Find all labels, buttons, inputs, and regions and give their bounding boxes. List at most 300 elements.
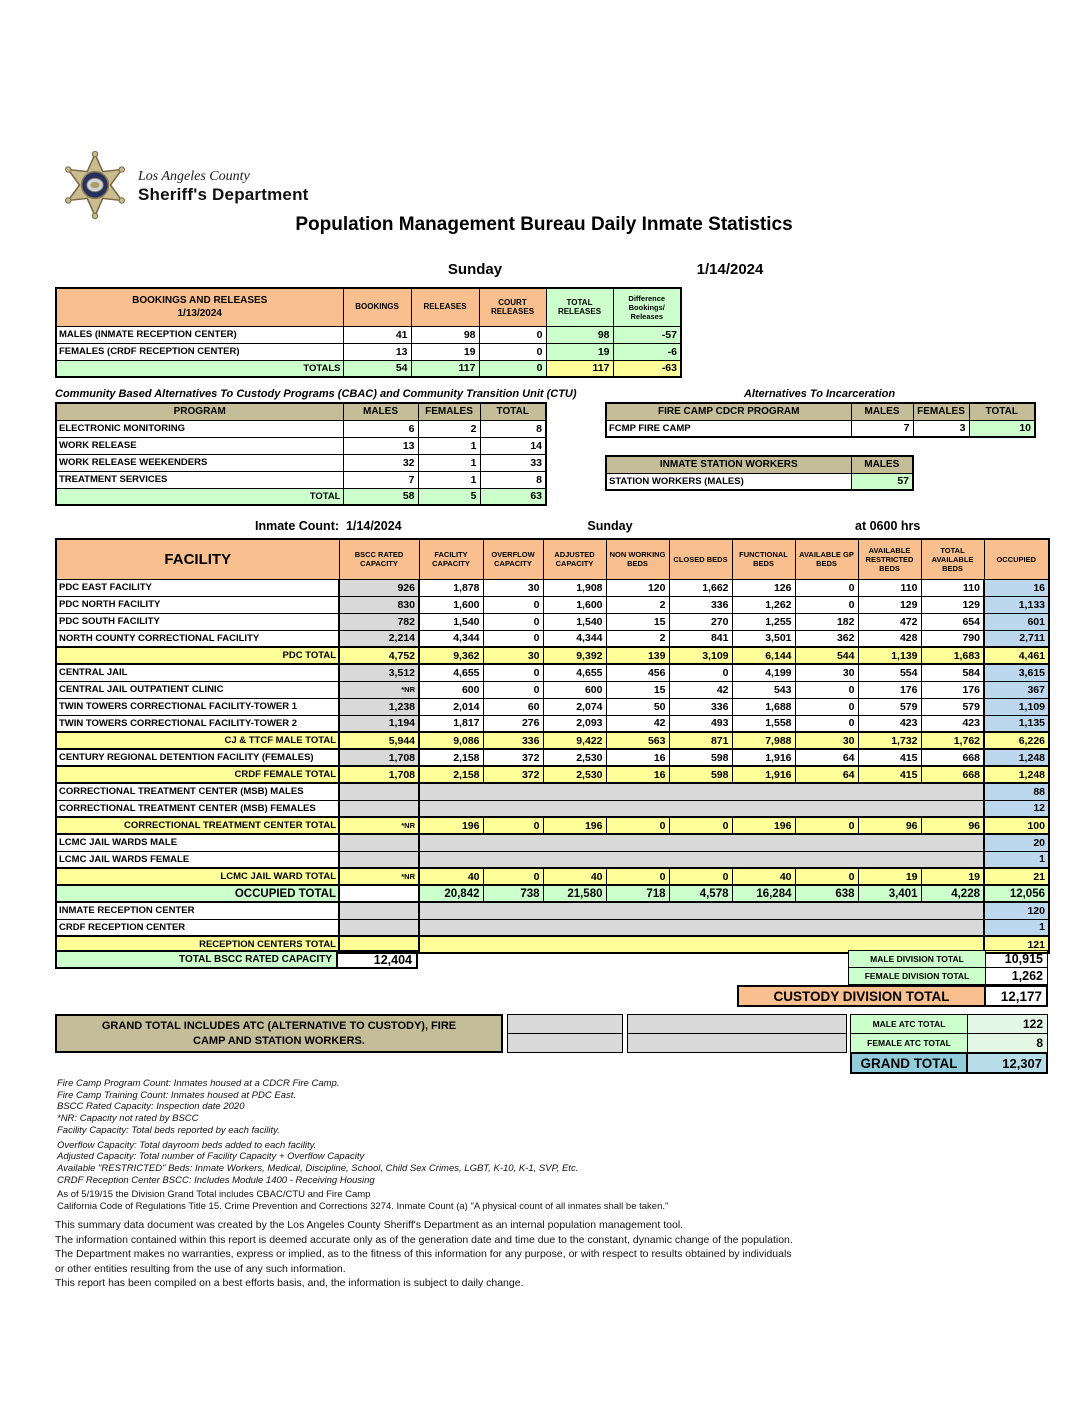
column-header: OCCUPIED: [984, 539, 1049, 579]
value-cell: 0: [479, 343, 546, 360]
column-header: FACILITY CAPACITY: [419, 539, 483, 579]
value-cell: 30: [795, 664, 858, 681]
totals-value-cell: -63: [613, 360, 681, 377]
facility-label: TWIN TOWERS CORRECTIONAL FACILITY-TOWER 1: [56, 698, 339, 715]
value-cell: 0: [795, 715, 858, 732]
value-cell: 1,558: [732, 715, 795, 732]
column-header: AVAILABLE RESTRICTED BEDS: [858, 539, 921, 579]
value-cell: 543: [732, 681, 795, 698]
facility-row: [56, 630, 1049, 647]
value-cell: 15: [606, 681, 669, 698]
footnote-plain-block: [57, 1189, 1007, 1212]
occupied-cell: 1: [984, 919, 1049, 936]
column-header: MALES: [851, 456, 913, 473]
value-cell: 3,615: [984, 664, 1049, 681]
bookings-totals-row: [56, 360, 681, 377]
value-cell: 1,139: [858, 647, 921, 664]
value-cell: 40: [732, 868, 795, 885]
value-cell: 3: [913, 420, 969, 437]
value-cell: 1,916: [732, 749, 795, 766]
totals-label: TOTALS: [56, 360, 343, 377]
column-header: FEMALES: [418, 403, 480, 420]
value-cell: 579: [921, 698, 984, 715]
value-cell: *NR: [339, 868, 419, 885]
inmate-count-date: 1/14/2024: [345, 519, 402, 533]
disclaimer: [55, 1218, 1045, 1291]
value-cell: 8: [480, 471, 546, 488]
facility-row: [56, 647, 1049, 664]
row-label: TREATMENT SERVICES: [56, 471, 343, 488]
fire-camp-table: [605, 402, 1036, 438]
value-cell: 13: [343, 343, 411, 360]
value-cell: 1,708: [339, 766, 419, 783]
totals-value-cell: 54: [343, 360, 411, 377]
value-cell: 1,109: [984, 698, 1049, 715]
sheriff-star-badge-icon: [62, 149, 128, 221]
table-row: [606, 403, 1035, 420]
occupied-cell: 120: [984, 902, 1049, 919]
facility-label: PDC SOUTH FACILITY: [56, 613, 339, 630]
column-header: OVERFLOW CAPACITY: [483, 539, 543, 579]
cbac-total-row: [56, 488, 546, 505]
value-cell: 871: [669, 732, 732, 749]
column-header: Difference Bookings/ Releases: [613, 288, 681, 326]
value-cell: 584: [921, 664, 984, 681]
facility-label: NORTH COUNTY CORRECTIONAL FACILITY: [56, 630, 339, 647]
value-cell: 0: [669, 817, 732, 834]
value-cell: 100: [984, 817, 1049, 834]
footnote-line: As of 5/19/15 the Division Grand Total includes CBAC/CTU and Fire Camp: [57, 1189, 371, 1201]
spacer-cell: [507, 1014, 623, 1034]
value-cell: 1,817: [419, 715, 483, 732]
merged-cell: [419, 800, 984, 817]
value-cell: 2: [606, 630, 669, 647]
value-cell: 1,908: [543, 579, 606, 596]
custody-division-total-label: CUSTODY DIVISION TOTAL: [737, 985, 986, 1007]
value-cell: 9,086: [419, 732, 483, 749]
inmate-count-line: [255, 519, 402, 533]
value-cell: 372: [483, 749, 543, 766]
value-cell: 3,512: [339, 664, 419, 681]
value-cell: 30: [483, 579, 543, 596]
footnote-line: Facility Capacity: Total beds reported by each facility.: [57, 1124, 280, 1136]
custody-division-total-value: 12,177: [984, 985, 1048, 1007]
value-cell: 0: [483, 596, 543, 613]
total-label: OCCUPIED TOTAL: [56, 885, 339, 902]
value-cell: 270: [669, 613, 732, 630]
female-division-total-value: 1,262: [985, 967, 1048, 985]
occupied-cell: 12: [984, 800, 1049, 817]
grand-total-value: 12,307: [966, 1052, 1048, 1074]
value-cell: 1,540: [543, 613, 606, 630]
value-cell: 456: [606, 664, 669, 681]
bookings-releases-table: [55, 287, 682, 378]
value-cell: 33: [480, 454, 546, 471]
footnotes: [57, 1078, 1007, 1213]
bookings-title: BOOKINGS AND RELEASES: [132, 294, 268, 306]
row-label: FEMALES (CRDF RECEPTION CENTER): [56, 343, 343, 360]
bscc-cell: [339, 902, 419, 919]
value-cell: 42: [669, 681, 732, 698]
value-cell: 19: [921, 868, 984, 885]
value-cell: *NR: [339, 681, 419, 698]
station-workers-table: [605, 455, 914, 491]
facility-label: CENTRAL JAIL: [56, 664, 339, 681]
bscc-cell: [339, 783, 419, 800]
value-cell: 1,600: [543, 596, 606, 613]
value-cell: 579: [858, 698, 921, 715]
facility-row: [56, 817, 1049, 834]
total-label: RECEPTION CENTERS TOTAL: [56, 936, 339, 953]
spacer-cell: [627, 1014, 847, 1034]
female-atc-total-label: FEMALE ATC TOTAL: [850, 1033, 968, 1053]
value-cell: 601: [984, 613, 1049, 630]
value-cell: 2,074: [543, 698, 606, 715]
value-cell: 2,093: [543, 715, 606, 732]
value-cell: 0: [483, 868, 543, 885]
facility-label: PDC EAST FACILITY: [56, 579, 339, 596]
facility-row: [56, 579, 1049, 596]
value-cell: 367: [984, 681, 1049, 698]
table-row: [56, 343, 681, 360]
facility-label: CENTURY REGIONAL DETENTION FACILITY (FEMALES): [56, 749, 339, 766]
column-header: MALES: [851, 403, 913, 420]
facility-label: LCMC JAIL WARDS MALE: [56, 834, 339, 851]
column-header: NON WORKING BEDS: [606, 539, 669, 579]
facility-row: [56, 766, 1049, 783]
value-cell: 0: [795, 698, 858, 715]
row-label: FCMP FIRE CAMP: [606, 420, 851, 437]
value-cell: 544: [795, 647, 858, 664]
column-header: FEMALES: [913, 403, 969, 420]
value-cell: 1: [418, 437, 480, 454]
facility-label: PDC NORTH FACILITY: [56, 596, 339, 613]
merged-cell: [419, 851, 984, 868]
footnote-line: Fire Camp Program Count: Inmates housed at a CDCR Fire Camp.: [57, 1078, 340, 1089]
value-cell: 790: [921, 630, 984, 647]
value-cell: 1,248: [984, 766, 1049, 783]
facility-row: [56, 732, 1049, 749]
disclaimer-line: The information contained within this report is deemed accurate only as of the generation date and time due to the constant, dynamic change of the population.: [55, 1233, 793, 1246]
table-row: [606, 420, 1035, 437]
total-label: CRDF FEMALE TOTAL: [56, 766, 339, 783]
column-header: MALES: [343, 403, 418, 420]
value-cell: 472: [858, 613, 921, 630]
value-cell: 0: [669, 664, 732, 681]
value-cell: 0: [606, 868, 669, 885]
value-cell: 926: [339, 579, 419, 596]
value-cell: 598: [669, 749, 732, 766]
value-cell: 21: [984, 868, 1049, 885]
value-cell: 4,344: [543, 630, 606, 647]
value-cell: [339, 885, 419, 902]
value-cell: 563: [606, 732, 669, 749]
table-row: [606, 473, 913, 490]
value-cell: 668: [921, 749, 984, 766]
value-cell: 415: [858, 749, 921, 766]
value-cell: 600: [543, 681, 606, 698]
column-header: CLOSED BEDS: [669, 539, 732, 579]
table-row: [56, 326, 681, 343]
grand-total-label: GRAND TOTAL: [850, 1052, 968, 1074]
value-cell: 32: [343, 454, 418, 471]
table-row: [56, 454, 546, 471]
value-cell: 0: [483, 681, 543, 698]
value-cell: 110: [858, 579, 921, 596]
value-cell: 1: [418, 454, 480, 471]
cbac-table: [55, 402, 547, 506]
value-cell: 50: [606, 698, 669, 715]
total-bscc-value: 12,404: [336, 950, 418, 969]
row-label: WORK RELEASE: [56, 437, 343, 454]
value-cell: 336: [669, 698, 732, 715]
bookings-title-cell: [56, 288, 343, 326]
value-cell: 3,501: [732, 630, 795, 647]
male-atc-total-label: MALE ATC TOTAL: [850, 1014, 968, 1034]
value-cell: 16: [984, 579, 1049, 596]
table-row: [56, 437, 546, 454]
facility-row: [56, 783, 1049, 800]
fire-camp-header: FIRE CAMP CDCR PROGRAM: [606, 403, 851, 420]
value-cell: 1,238: [339, 698, 419, 715]
occupied-cell: 1: [984, 851, 1049, 868]
station-workers-header: INMATE STATION WORKERS: [606, 456, 851, 473]
value-cell: 3,401: [858, 885, 921, 902]
value-cell: 2,158: [419, 749, 483, 766]
footnote-line: Fire Camp Training Count: Inmates housed at PDC East.: [57, 1089, 297, 1101]
total-label: PDC TOTAL: [56, 647, 339, 664]
value-cell: 2,530: [543, 766, 606, 783]
total-label: CORRECTIONAL TREATMENT CENTER TOTAL: [56, 817, 339, 834]
value-cell: 0: [795, 868, 858, 885]
bscc-cell: [339, 919, 419, 936]
value-cell: 41: [343, 326, 411, 343]
facility-label: INMATE RECEPTION CENTER: [56, 902, 339, 919]
total-value-cell: 63: [480, 488, 546, 505]
disclaimer-line: This summary data document was created by the Los Angeles County Sheriff's Department as an internal population management tool.: [55, 1219, 684, 1231]
inmate-count-label: Inmate Count:: [255, 519, 340, 533]
grand-total-note: GRAND TOTAL INCLUDES ATC (ALTERNATIVE TO CUSTODY), FIRE CAMP AND STATION WORKERS.: [55, 1014, 503, 1053]
value-cell: 654: [921, 613, 984, 630]
value-cell: 0: [483, 817, 543, 834]
table-row: [606, 456, 913, 473]
value-cell: *NR: [339, 817, 419, 834]
facility-statistics-table: [55, 538, 1050, 954]
value-cell: 7: [851, 420, 913, 437]
male-division-total-label: MALE DIVISION TOTAL: [848, 950, 986, 968]
agency-logo: [62, 146, 482, 224]
column-header: TOTAL AVAILABLE BEDS: [921, 539, 984, 579]
cbac-header-row: [56, 403, 546, 420]
value-cell: 0: [795, 596, 858, 613]
value-cell: 336: [483, 732, 543, 749]
value-cell: 4,655: [419, 664, 483, 681]
value-cell: 1,662: [669, 579, 732, 596]
value-cell: -6: [613, 343, 681, 360]
value-cell: 30: [483, 647, 543, 664]
value-cell: 1,248: [984, 749, 1049, 766]
facility-row: [56, 749, 1049, 766]
value-cell: 40: [419, 868, 483, 885]
report-day: Sunday: [447, 261, 503, 278]
total-bscc-label: TOTAL BSCC RATED CAPACITY: [55, 950, 338, 969]
value-cell: 19: [546, 343, 613, 360]
facility-row: [56, 698, 1049, 715]
value-cell: 14: [480, 437, 546, 454]
value-cell: 129: [921, 596, 984, 613]
value-cell: 60: [483, 698, 543, 715]
value-cell: 1,194: [339, 715, 419, 732]
bookings-header-row: [56, 288, 681, 326]
column-header: TOTAL: [969, 403, 1035, 420]
footnote-line: BSCC Rated Capacity: Inspection date 2020: [57, 1101, 245, 1113]
disclaimer-line: This report has been compiled on a best efforts basis, and, the information is subject to daily change.: [55, 1277, 524, 1290]
occupied-cell: 20: [984, 834, 1049, 851]
value-cell: 196: [732, 817, 795, 834]
column-header: RELEASES: [411, 288, 479, 326]
value-cell: 372: [483, 766, 543, 783]
value-cell: 9,362: [419, 647, 483, 664]
value-cell: 0: [483, 630, 543, 647]
value-cell: 120: [606, 579, 669, 596]
column-header: TOTAL: [480, 403, 546, 420]
column-header: BSCC RATED CAPACITY: [339, 539, 419, 579]
bscc-cell: [339, 851, 419, 868]
value-cell: 1,762: [921, 732, 984, 749]
value-cell: 362: [795, 630, 858, 647]
value-cell: 176: [921, 681, 984, 698]
facility-label: CORRECTIONAL TREATMENT CENTER (MSB) FEMALES: [56, 800, 339, 817]
facility-row: [56, 885, 1049, 902]
value-cell: 6,226: [984, 732, 1049, 749]
footnote-line: Overflow Capacity: Total dayroom beds added to each facility.: [57, 1139, 317, 1151]
facility-row: [56, 834, 1049, 851]
value-cell: 0: [606, 817, 669, 834]
value-cell: 16,284: [732, 885, 795, 902]
cbac-section-title: Community Based Alternatives To Custody Programs (CBAC) and Community Transition Unit (CTU): [55, 388, 577, 400]
value-cell: 423: [921, 715, 984, 732]
male-atc-total-value: 122: [967, 1014, 1048, 1034]
row-label: MALES (INMATE RECEPTION CENTER): [56, 326, 343, 343]
value-cell: 668: [921, 766, 984, 783]
value-cell: 1,262: [732, 596, 795, 613]
value-cell: 1,133: [984, 596, 1049, 613]
column-header: PROGRAM: [56, 403, 343, 420]
value-cell: 1,916: [732, 766, 795, 783]
value-cell: 3,109: [669, 647, 732, 664]
merged-cell: [419, 919, 984, 936]
value-cell: 182: [795, 613, 858, 630]
value-cell: 20,842: [419, 885, 483, 902]
value-cell: 428: [858, 630, 921, 647]
occupied-cell: 121: [984, 936, 1049, 953]
value-cell: 126: [732, 579, 795, 596]
column-header: FACILITY: [56, 539, 339, 579]
facility-label: TWIN TOWERS CORRECTIONAL FACILITY-TOWER 2: [56, 715, 339, 732]
value-cell: 129: [858, 596, 921, 613]
disclaimer-line: The Department makes no warranties, express or implied, as to the fitness of this information for any purpose, or with respect to results obtained by individuals: [55, 1248, 792, 1261]
bscc-cell: [339, 800, 419, 817]
row-label: STATION WORKERS (MALES): [606, 473, 851, 490]
footnote-line: California Code of Regulations Title 15. Crime Prevention and Corrections 3274. Inmate Count (a) "A physical count of all inmates shall be taken.": [57, 1201, 669, 1213]
value-cell: 493: [669, 715, 732, 732]
value-cell: 4,752: [339, 647, 419, 664]
value-cell: 782: [339, 613, 419, 630]
facility-label: CORRECTIONAL TREATMENT CENTER (MSB) MALES: [56, 783, 339, 800]
value-cell: 15: [606, 613, 669, 630]
facility-row: [56, 664, 1049, 681]
value-cell: 423: [858, 715, 921, 732]
value-cell: 16: [606, 766, 669, 783]
value-cell: 7,988: [732, 732, 795, 749]
value-cell: 196: [543, 817, 606, 834]
value-cell: 2,530: [543, 749, 606, 766]
value-cell: 12,056: [984, 885, 1049, 902]
male-division-total-value: 10,915: [985, 950, 1048, 968]
value-cell: 718: [606, 885, 669, 902]
value-cell: 0: [669, 868, 732, 885]
value-cell: 19: [411, 343, 479, 360]
logo-county-text: Los Angeles County: [138, 169, 250, 184]
column-header: TOTAL RELEASES: [546, 288, 613, 326]
footnote-line: Available "RESTRICTED" Beds: Inmate Workers, Medical, Discipline, School, Child Sex Crimes, LGBT, K-10, K-1, SVP, Etc.: [57, 1162, 579, 1174]
value-cell: 98: [411, 326, 479, 343]
total-value-cell: 58: [343, 488, 418, 505]
female-division-total-label: FEMALE DIVISION TOTAL: [848, 967, 986, 985]
value-cell: 176: [858, 681, 921, 698]
value-cell: 4,344: [419, 630, 483, 647]
value-cell: 638: [795, 885, 858, 902]
column-header: FUNCTIONAL BEDS: [732, 539, 795, 579]
value-cell: 9,422: [543, 732, 606, 749]
merged-cell: [419, 783, 984, 800]
value-cell: 4,461: [984, 647, 1049, 664]
value-cell: 1,540: [419, 613, 483, 630]
total-label: CJ & TTCF MALE TOTAL: [56, 732, 339, 749]
facility-row: [56, 851, 1049, 868]
value-cell: 1,600: [419, 596, 483, 613]
facility-row: [56, 868, 1049, 885]
facility-row: [56, 613, 1049, 630]
value-cell: 13: [343, 437, 418, 454]
value-cell: 2,158: [419, 766, 483, 783]
value-cell: 2: [606, 596, 669, 613]
inmate-count-day: Sunday: [587, 519, 633, 533]
footnote-line: CRDF Reception Center BSCC: Includes Module 1400 - Receiving Housing: [57, 1174, 375, 1186]
value-cell: 5,944: [339, 732, 419, 749]
value-cell: 10: [969, 420, 1035, 437]
value-cell: 830: [339, 596, 419, 613]
facility-label: CENTRAL JAIL OUTPATIENT CLINIC: [56, 681, 339, 698]
value-cell: 841: [669, 630, 732, 647]
value-cell: 415: [858, 766, 921, 783]
value-cell: 0: [795, 579, 858, 596]
column-header: AVAILABLE GP BEDS: [795, 539, 858, 579]
value-cell: 1: [418, 471, 480, 488]
value-cell: 9,392: [543, 647, 606, 664]
female-atc-total-value: 8: [967, 1033, 1048, 1053]
value-cell: -57: [613, 326, 681, 343]
facility-label: CRDF RECEPTION CENTER: [56, 919, 339, 936]
value-cell: 21,580: [543, 885, 606, 902]
footnote-line: *NR: Capacity not rated by BSCC: [57, 1113, 199, 1125]
value-cell: 1,135: [984, 715, 1049, 732]
page-title: Population Management Bureau Daily Inmate Statistics: [295, 214, 793, 235]
facility-row: [56, 681, 1049, 698]
value-cell: 4,578: [669, 885, 732, 902]
value-cell: 1,683: [921, 647, 984, 664]
total-value-cell: 5: [418, 488, 480, 505]
